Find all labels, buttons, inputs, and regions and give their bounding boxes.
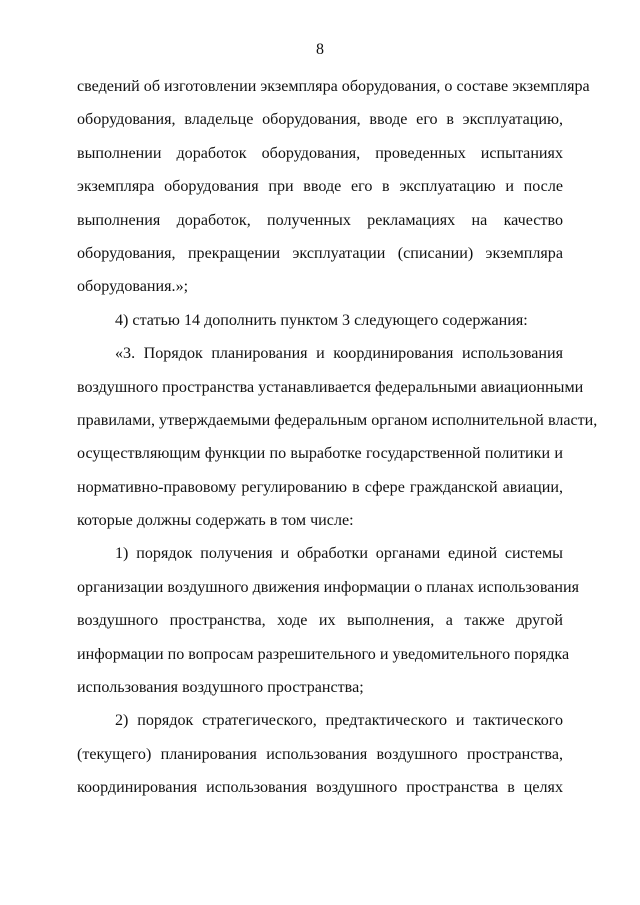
text-line: оборудования, владельце оборудования, вводе его в эксплуатацию, (77, 111, 563, 129)
text-line: воздушного пространства устанавливается федеральными авиационными (77, 378, 584, 396)
text-line: (текущего) планирования использования воздушного пространства, (77, 745, 563, 763)
text-line: оборудования, прекращении эксплуатации (списании) экземпляра (77, 244, 563, 262)
text-line: «3. Порядок планирования и координирования использования (115, 345, 563, 363)
text-line: выполнения доработок, полученных рекламациях на качество (77, 211, 563, 229)
text-line: оборудования.»; (77, 278, 189, 296)
text-line: сведений об изготовлении экземпляра оборудования, о составе экземпляра (77, 78, 590, 95)
text-line: информации по вопросам разрешительного и уведомительного порядка (77, 645, 570, 663)
text-line: выполнении доработок оборудования, проведенных испытаниях (77, 144, 563, 162)
text-line: осуществляющим функции по выработке государственной политики и (77, 445, 563, 463)
text-line: 1) порядок получения и обработки органами единой системы (115, 545, 563, 563)
text-line: организации воздушного движения информации о планах использования (77, 578, 579, 596)
text-line: нормативно-правовому регулированию в сфере гражданской авиации, (77, 478, 563, 496)
text-line: использования воздушного пространства; (77, 679, 364, 697)
text-line: экземпляра оборудования при вводе его в эксплуатацию и после (77, 178, 563, 196)
text-line: правилами, утверждаемыми федеральным органом исполнительной власти, (77, 411, 598, 429)
text-line: 4) статью 14 дополнить пунктом 3 следующего содержания: (115, 311, 528, 329)
page-number: 8 (316, 41, 324, 58)
document-body (77, 70, 598, 805)
text-line: 2) порядок стратегического, предтактического и тактического (115, 712, 563, 730)
text-line: координирования использования воздушного пространства в целях (77, 779, 563, 797)
text-line: которые должны содержать в том числе: (77, 512, 354, 530)
text-line: воздушного пространства, ходе их выполнения, а также другой (77, 612, 563, 630)
